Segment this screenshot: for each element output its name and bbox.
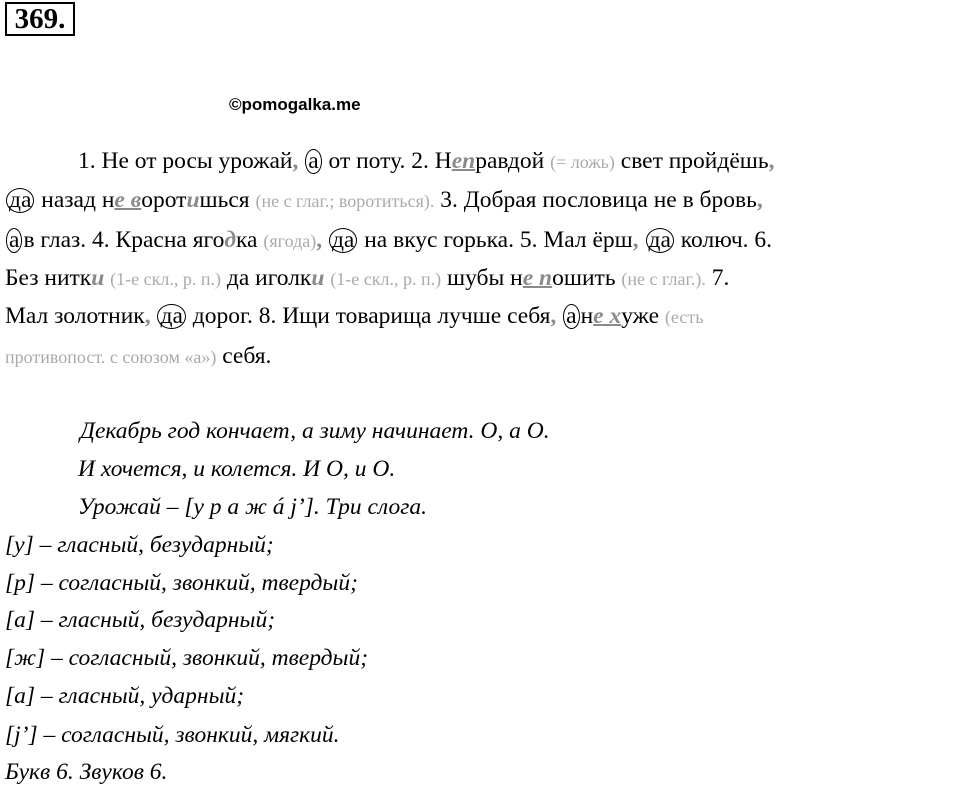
- sound-line: [а] – гласный, безударный;: [5, 607, 276, 633]
- analysis-line: И хочется, и колется. И О, и О.: [78, 456, 396, 482]
- analysis-line: Декабрь год кончает, а зиму начинает. О, а О.: [80, 418, 550, 444]
- text: Без нитк: [5, 265, 92, 291]
- text: 3. Добрая пословица не в бровь: [440, 187, 757, 213]
- text: да иголк: [226, 265, 312, 291]
- text: свет пройдёшь: [620, 148, 769, 174]
- text: на вкус горька. 5. Мал ёрш: [364, 227, 633, 253]
- exercise-number: 369.: [5, 2, 75, 36]
- text: равдой: [475, 148, 545, 174]
- sound-line: [р] – согласный, звонкий, твердый;: [5, 570, 358, 596]
- highlight: д: [224, 227, 236, 253]
- circled-conjunction: а: [305, 149, 321, 174]
- text: шубы н: [447, 265, 523, 291]
- text: от поту. 2. Н: [328, 148, 452, 174]
- highlight: е п: [522, 265, 553, 291]
- highlight: е в: [114, 187, 142, 213]
- text: ка: [236, 227, 258, 253]
- text-line-6: [5, 343, 271, 370]
- text: Мал золотник: [5, 303, 145, 329]
- text-line-1: 1. Не от росы урожай, а от поту. 2. Неправдой (= ложь) свет пройдёшь,: [78, 148, 775, 174]
- note: (= ложь): [550, 152, 615, 172]
- highlight: и: [186, 187, 200, 213]
- note: (ягода): [263, 231, 317, 251]
- text: назад н: [41, 187, 115, 213]
- text: колюч. 6.: [680, 227, 773, 253]
- circled-conjunction: да: [6, 188, 34, 213]
- summary-line: Букв 6. Звуков 6.: [5, 759, 168, 785]
- watermark: ©pomogalka.me: [229, 95, 361, 114]
- note: противопост. с союзом «а»): [5, 347, 217, 367]
- note: (есть: [664, 307, 704, 327]
- circled-conjunction: да: [157, 304, 185, 329]
- text: орот: [141, 187, 187, 213]
- highlight: и: [311, 265, 325, 291]
- highlight: и: [91, 265, 105, 291]
- text: шься: [199, 187, 250, 213]
- text: 7.: [711, 265, 730, 291]
- text: уже: [621, 303, 660, 329]
- analysis-line: Урожай – [у р а ж á j’]. Три слога.: [78, 494, 428, 520]
- note: (не с глаг.; вороти: [255, 191, 392, 211]
- sound-line: [ж] – согласный, звонкий, твердый;: [5, 645, 369, 671]
- text: в глаз. 4. Красна яго: [23, 227, 225, 253]
- note: ться).: [391, 191, 435, 211]
- text-line-5: Мал золотник, да дорог. 8. Ищи товарища лучше себя, а не хуже (есть: [5, 303, 704, 329]
- text-line-3: а в глаз. 4. Красна ягодка (ягода), да на вкус горька. 5. Мал ёрш, да колюч. 6.: [5, 227, 772, 254]
- text: дорог. 8. Ищи товарища лучше себя: [192, 303, 551, 329]
- text: 1. Не от росы урожай: [78, 148, 293, 174]
- circled-conjunction: а: [6, 228, 22, 253]
- circled-conjunction: да: [329, 228, 357, 253]
- sound-line: [а] – гласный, ударный;: [5, 683, 245, 709]
- note: (не с глаг.).: [621, 269, 706, 289]
- highlight: еп: [451, 148, 476, 174]
- sound-line: [у] – гласный, безударный;: [5, 532, 274, 558]
- circled-conjunction: а: [563, 304, 579, 329]
- note: (1-е скл., р. п.): [330, 269, 442, 289]
- sound-line: [j’] – согласный, звонкий, мягкий.: [5, 722, 340, 748]
- text: себя.: [222, 343, 272, 369]
- circled-conjunction: да: [646, 228, 674, 253]
- text: ошить: [552, 265, 616, 291]
- text-line-2: да назад не воротишься (не с глаг.; воротиться). 3. Добрая пословица не в бровь,: [5, 187, 763, 214]
- highlight: е х: [593, 303, 622, 329]
- text-line-4: [5, 265, 729, 292]
- note: (1-е скл., р. п.): [110, 269, 221, 289]
- text: н: [580, 303, 594, 329]
